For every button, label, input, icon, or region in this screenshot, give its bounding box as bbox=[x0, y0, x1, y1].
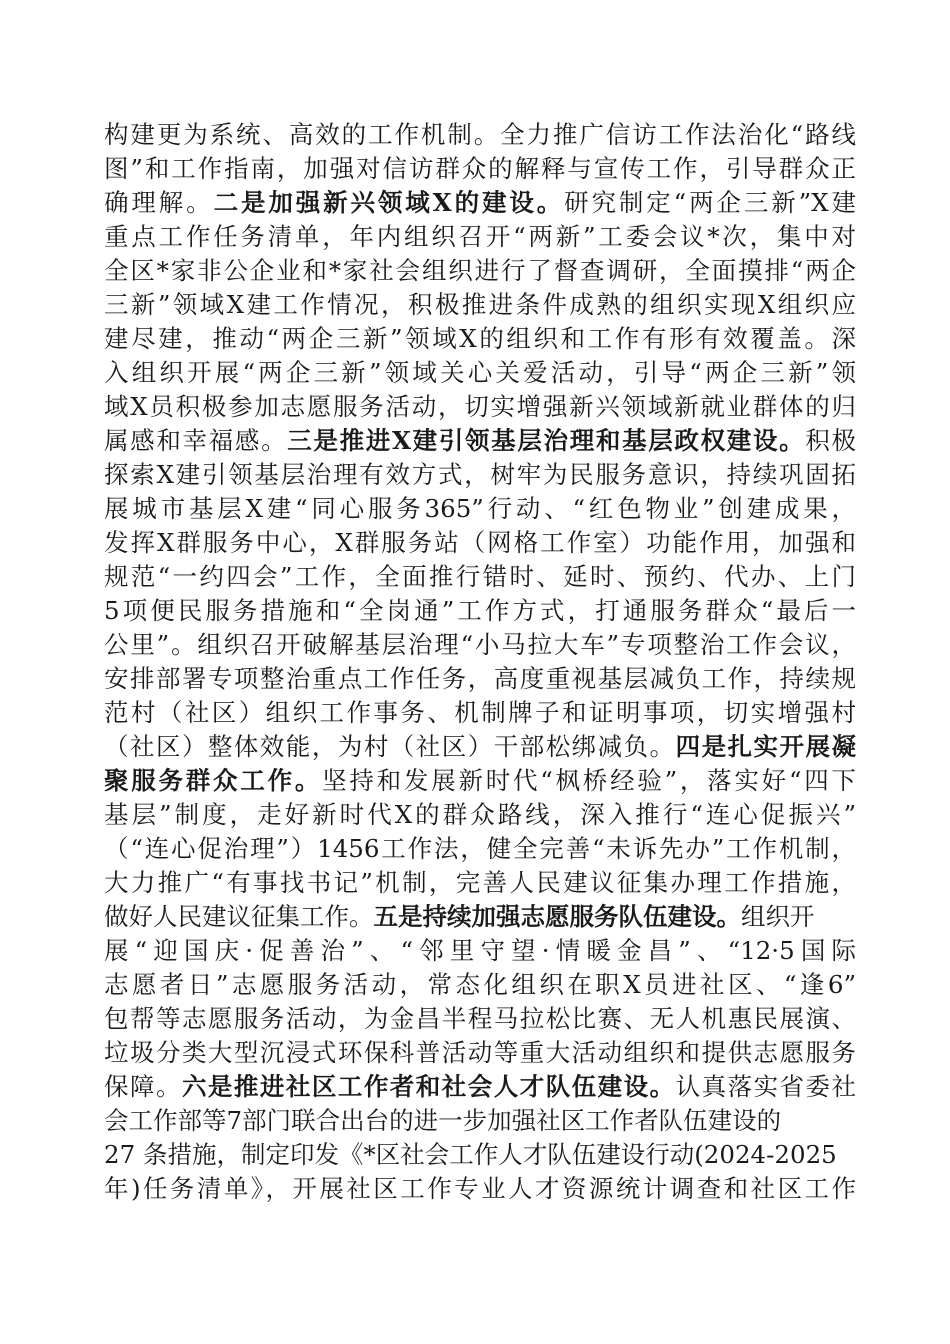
text-line bbox=[104, 356, 856, 390]
text-line bbox=[104, 798, 856, 832]
text-line bbox=[104, 288, 856, 322]
body-text-segment: 大力推广“有事找书记”机制，完善人民建议征集办理工作措施， bbox=[104, 868, 856, 897]
text-line bbox=[104, 424, 856, 458]
body-text-segment: 年)任务清单》，开展社区工作专业人才资源统计调查和社区工作 bbox=[104, 1174, 856, 1203]
body-text-segment: 坚持和发展新时代“枫桥经验”，落实好“四下 bbox=[322, 766, 856, 795]
text-line bbox=[104, 220, 856, 254]
text-line bbox=[104, 594, 856, 628]
body-text-segment: 志愿者日”志愿服务活动，常态化组织在职X员进社区、“逢6” bbox=[104, 970, 856, 999]
text-line bbox=[104, 900, 856, 934]
text-line bbox=[104, 832, 856, 866]
body-text-segment: 会工作部等7部门联合出台的进一步加强社区工作者队伍建设的 bbox=[104, 1106, 782, 1135]
text-line bbox=[104, 1172, 856, 1206]
text-line bbox=[104, 628, 856, 662]
body-text-segment: 组织开 bbox=[741, 902, 815, 931]
text-line bbox=[104, 492, 856, 526]
body-text-segment: （“连心促治理”）1456工作法，健全完善“未诉先办”工作机制， bbox=[104, 834, 856, 863]
text-line bbox=[104, 968, 856, 1002]
body-text-segment: 范村（社区）组织工作事务、机制牌子和证明事项，切实增强村 bbox=[104, 698, 856, 727]
bold-heading-text: 聚服务群众工作。 bbox=[104, 766, 323, 795]
body-text-segment: 垃圾分类大型沉浸式环保科普活动等重大活动组织和提供志愿服务 bbox=[104, 1038, 856, 1067]
body-text-segment: 构建更为系统、高效的工作机制。全力推广信访工作法治化“路线 bbox=[104, 120, 856, 149]
bold-heading-text: 二是加强新兴领域X的建设。 bbox=[213, 188, 565, 217]
bold-heading-text: 五是持续加强志愿服务队伍建设。 bbox=[373, 902, 741, 931]
body-text-segment: 27 条措施，制定印发《*区社会工作人才队伍建设行动(2024-2025 bbox=[104, 1140, 837, 1169]
text-line bbox=[104, 254, 856, 288]
text-line bbox=[104, 322, 856, 356]
body-text-segment: 研究制定“两企三新”X建 bbox=[564, 188, 856, 217]
body-text-segment: （社区）整体效能，为村（社区）干部松绑减负。 bbox=[104, 732, 676, 761]
text-line bbox=[104, 458, 856, 492]
text-line bbox=[104, 730, 856, 764]
body-text-segment: 发挥X群服务中心，X群服务站（网格工作室）功能作用，加强和 bbox=[104, 528, 856, 557]
body-text-segment: 认真落实省委社 bbox=[675, 1072, 857, 1101]
body-text-segment: 做好人民建议征集工作。 bbox=[104, 902, 374, 931]
text-line bbox=[104, 152, 856, 186]
text-line bbox=[104, 526, 856, 560]
body-text-segment: 积极 bbox=[805, 426, 857, 455]
text-line bbox=[104, 1138, 856, 1172]
body-text-segment: 展“迎国庆·促善治”、“邻里守望·情暖金昌”、“12·5国际 bbox=[104, 936, 856, 965]
text-line bbox=[104, 118, 856, 152]
text-line bbox=[104, 696, 856, 730]
body-text-segment: 域X员积极参加志愿服务活动，切实增强新兴领域新就业群体的归 bbox=[104, 392, 856, 421]
body-text-segment: 图”和工作指南，加强对信访群众的解释与宣传工作，引导群众正 bbox=[104, 154, 856, 183]
text-line bbox=[104, 662, 856, 696]
text-line bbox=[104, 1036, 856, 1070]
body-text-segment: 三新”领域X建工作情况，积极推进条件成熟的组织实现X组织应 bbox=[104, 290, 856, 319]
text-line bbox=[104, 1070, 856, 1104]
body-text-segment: 展城市基层X建“同心服务365”行动、“红色物业”创建成果， bbox=[104, 494, 856, 523]
body-text-segment: 保障。 bbox=[104, 1072, 182, 1101]
body-text-segment: 包帮等志愿服务活动，为金昌半程马拉松比赛、无人机惠民展演、 bbox=[104, 1004, 856, 1033]
body-text-segment: 全区*家非公企业和*家社会组织进行了督查调研，全面摸排“两企 bbox=[104, 256, 856, 285]
text-line bbox=[104, 1104, 856, 1138]
bold-heading-text: 四是扎实开展凝 bbox=[675, 732, 857, 761]
body-text-segment: 属感和幸福感。 bbox=[104, 426, 288, 455]
body-text-segment: 规范“一约四会”工作，全面推行错时、延时、预约、代办、上门 bbox=[104, 562, 856, 591]
body-text-segment: 入组织开展“两企三新”领域关心关爱活动，引导“两企三新”领 bbox=[104, 358, 856, 387]
body-text-segment: 探索X建引领基层治理有效方式，树牢为民服务意识，持续巩固拓 bbox=[104, 460, 856, 489]
body-text-segment: 基层”制度，走好新时代X的群众路线，深入推行“连心促振兴” bbox=[104, 800, 856, 829]
body-text-segment: 安排部署专项整治重点工作任务，高度重视基层减负工作，持续规 bbox=[104, 664, 856, 693]
body-paragraph bbox=[104, 118, 856, 1206]
body-text-segment: 公里”。组织召开破解基层治理“小马拉大车”专项整治工作会议， bbox=[104, 630, 856, 659]
text-line bbox=[104, 934, 856, 968]
text-line bbox=[104, 186, 856, 220]
text-line bbox=[104, 390, 856, 424]
bold-heading-text: 六是推进社区工作者和社会人才队伍建设。 bbox=[181, 1072, 676, 1101]
bold-heading-text: 三是推进X建引领基层治理和基层政权建设。 bbox=[287, 426, 806, 455]
text-line bbox=[104, 866, 856, 900]
body-text-segment: 建尽建，推动“两企三新”领域X的组织和工作有形有效覆盖。深 bbox=[104, 324, 856, 353]
body-text-segment: 确理解。 bbox=[104, 188, 214, 217]
body-text-segment: 重点工作任务清单，年内组织召开“两新”工委会议*次，集中对 bbox=[104, 222, 856, 251]
body-text-segment: 5项便民服务措施和“全岗通”工作方式，打通服务群众“最后一 bbox=[104, 596, 856, 625]
text-line bbox=[104, 764, 856, 798]
text-line bbox=[104, 1002, 856, 1036]
text-line bbox=[104, 560, 856, 594]
